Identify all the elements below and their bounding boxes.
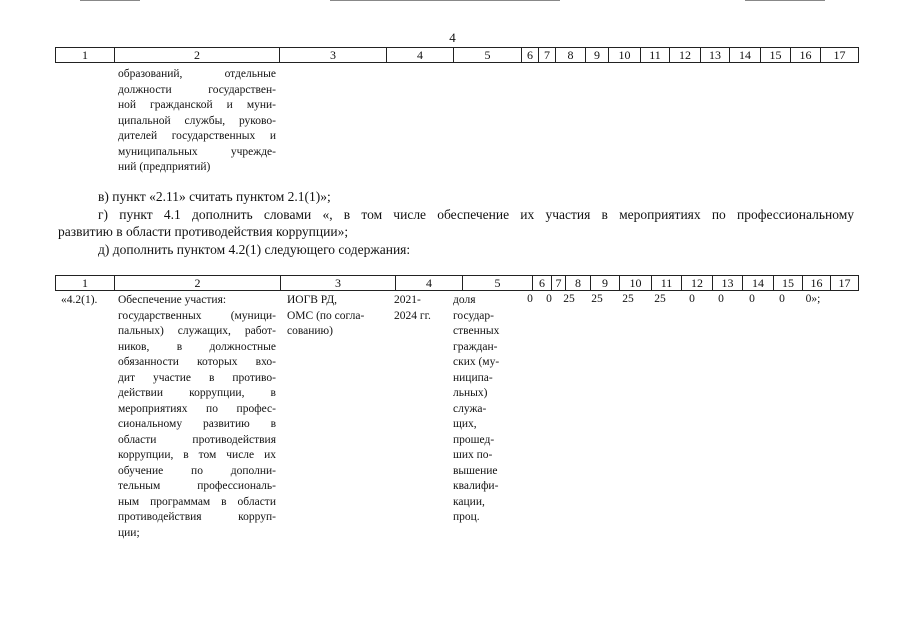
- value-col12: 0: [689, 293, 695, 305]
- text-line: ОМС (по согла-: [287, 309, 365, 322]
- text-line: области противодействия: [118, 433, 276, 446]
- col-header-1: 1: [56, 48, 115, 63]
- value-col16-17: 0»;: [805, 293, 821, 305]
- col-header-9: 9: [591, 276, 620, 291]
- col-header-14: 14: [730, 48, 761, 63]
- table-header-top: [55, 47, 859, 63]
- text-line: прошед-: [453, 433, 495, 446]
- text-line: 2024 гг.: [394, 309, 431, 322]
- col-header-8: 8: [556, 48, 586, 63]
- text-line: ских (му-: [453, 356, 500, 368]
- text-line: ших по-: [453, 449, 493, 461]
- text-line: обучение по дополни-: [118, 464, 276, 477]
- text-line: пальных) служащих, работ-: [118, 325, 276, 337]
- text-line: дит участие в противо-: [118, 371, 276, 384]
- header-row: [56, 276, 859, 291]
- indicator-values: [0, 293, 905, 309]
- continuation-col2: [118, 67, 276, 176]
- col-header-8: 8: [566, 276, 591, 291]
- amendment-d: д) дополнить пунктом 4.2(1) следующего содержания:: [98, 242, 411, 257]
- row-number: «4.2(1).: [61, 294, 98, 306]
- col-header-14: 14: [743, 276, 774, 291]
- text-line: граждан-: [453, 340, 498, 353]
- col-header-10: 10: [620, 276, 652, 291]
- value-col10: 25: [622, 293, 634, 305]
- col-header-10: 10: [609, 48, 641, 63]
- col-header-5: 5: [454, 48, 522, 63]
- col-header-3: 3: [280, 48, 387, 63]
- col-header-16: 16: [803, 276, 831, 291]
- value-col9: 25: [591, 293, 603, 305]
- value-col15: 0: [779, 293, 785, 305]
- col-header-12: 12: [682, 276, 713, 291]
- col-header-6: 6: [533, 276, 552, 291]
- value-col8: 25: [563, 293, 575, 305]
- text-line: ным программам в области: [118, 495, 276, 508]
- text-line: ниципа-: [453, 371, 493, 384]
- new-row-col5: [453, 293, 508, 526]
- value-col14: 0: [749, 293, 755, 305]
- col-header-7: 7: [539, 48, 556, 63]
- col-header-13: 13: [701, 48, 730, 63]
- text-line: ципальной службы, руково-: [118, 114, 276, 127]
- text-line: проц.: [453, 511, 480, 523]
- text-line: служа-: [453, 402, 487, 415]
- text-line: сованию): [287, 325, 333, 337]
- text-line: сиональному развитию в: [118, 418, 276, 430]
- amendment-g-line1: г) пункт 4.1 дополнить словами «, в том числе обеспечение их участия в мероприятиях по профессиональному: [98, 207, 854, 222]
- text-line: должности государствен-: [118, 83, 276, 96]
- col-header-11: 11: [641, 48, 670, 63]
- col-header-6: 6: [522, 48, 539, 63]
- text-line: муниципальных учрежде-: [118, 145, 276, 158]
- page-number: 4: [449, 30, 456, 45]
- col-header-2: 2: [115, 48, 280, 63]
- text-line: образований, отдельные: [118, 68, 276, 80]
- text-line: льных): [453, 387, 488, 399]
- text-line: противодействия корруп-: [118, 511, 276, 523]
- col-header-9: 9: [586, 48, 609, 63]
- text-line: государ-: [453, 309, 494, 322]
- text-line: обязанности которых вхо-: [118, 356, 276, 368]
- text-line: дителей государственных и: [118, 130, 276, 142]
- value-col6: 0: [527, 293, 533, 305]
- text-line: вышение: [453, 464, 498, 477]
- col-header-4: 4: [387, 48, 454, 63]
- col-header-1: 1: [56, 276, 115, 291]
- text-line: ственных: [453, 325, 500, 337]
- col-header-7: 7: [552, 276, 566, 291]
- text-line: ников, в должностные: [118, 340, 276, 353]
- text-line: доля: [453, 294, 476, 306]
- col-header-15: 15: [774, 276, 803, 291]
- text-line: ции;: [118, 526, 140, 539]
- text-line: Обеспечение участия:: [118, 294, 227, 306]
- new-row-col2: [118, 293, 276, 541]
- col-header-4: 4: [396, 276, 463, 291]
- text-line: ний (предприятий): [118, 161, 211, 173]
- col-header-15: 15: [761, 48, 791, 63]
- col-header-2: 2: [115, 276, 281, 291]
- text-line: мероприятиях по профес-: [118, 402, 276, 415]
- col-header-16: 16: [791, 48, 821, 63]
- text-line: щих,: [453, 418, 477, 430]
- amendment-v: в) пункт «2.11» считать пунктом 2.1(1)»;: [98, 189, 331, 204]
- amendment-g-line2: развитию в области противодействия коррупции»;: [58, 224, 349, 239]
- col-header-12: 12: [670, 48, 701, 63]
- text-line: тельным профессиональ-: [118, 480, 276, 492]
- col-header-5: 5: [463, 276, 533, 291]
- text-line: ИОГВ РД,: [287, 294, 338, 306]
- text-line: ной гражданской и муни-: [118, 99, 276, 111]
- text-line: кации,: [453, 495, 485, 508]
- col-header-3: 3: [281, 276, 396, 291]
- table-header-new: [55, 275, 859, 291]
- header-row: [56, 48, 859, 63]
- text-line: квалифи-: [453, 480, 499, 492]
- text-line: государственных (муници-: [118, 309, 276, 322]
- value-col11: 25: [654, 293, 666, 305]
- text-line: 2021-: [394, 294, 421, 306]
- text-line: коррупции, в том числе их: [118, 449, 276, 461]
- col-header-11: 11: [652, 276, 682, 291]
- value-col7: 0: [546, 293, 552, 305]
- col-header-17: 17: [831, 276, 859, 291]
- text-line: действии коррупции, в: [118, 387, 276, 399]
- col-header-17: 17: [821, 48, 859, 63]
- value-col13: 0: [718, 293, 724, 305]
- col-header-13: 13: [713, 276, 743, 291]
